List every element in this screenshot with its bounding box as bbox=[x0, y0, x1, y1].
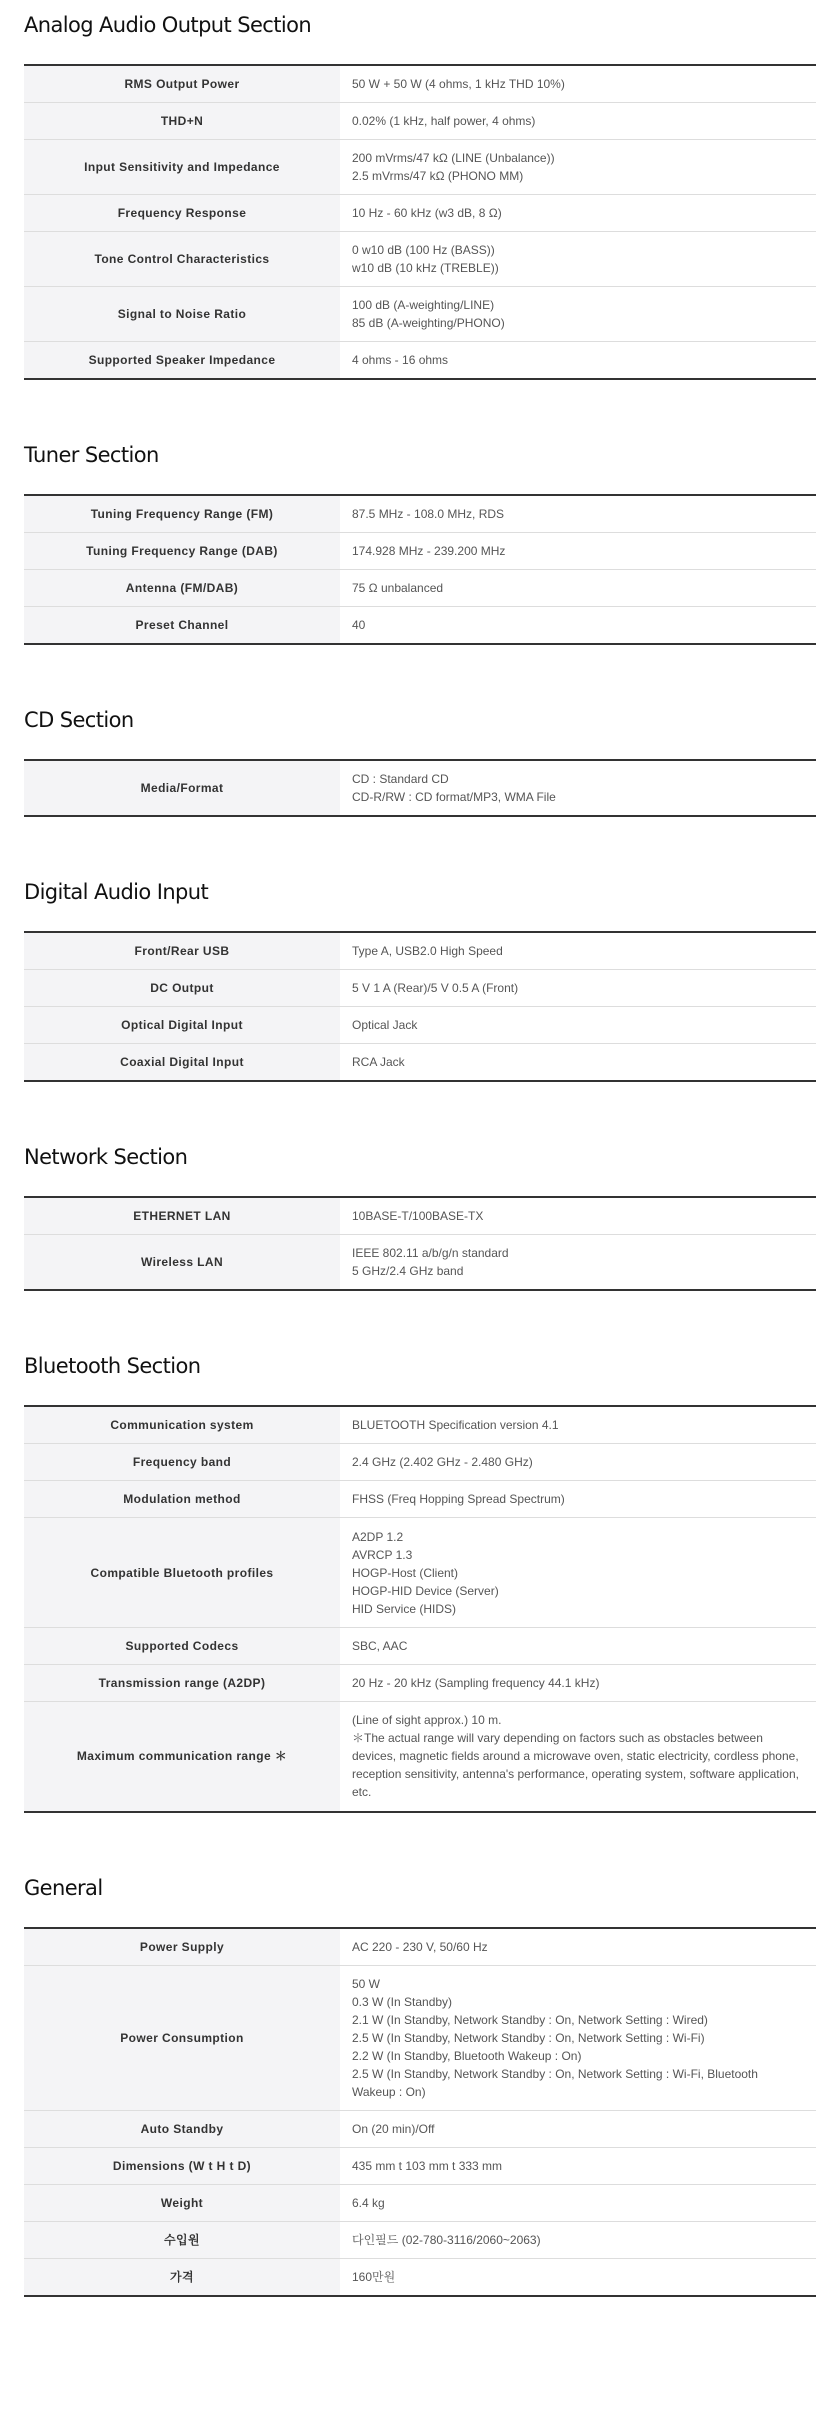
section-digital-audio-input bbox=[24, 879, 815, 1082]
table-row bbox=[24, 1928, 816, 1966]
table-row bbox=[24, 1235, 816, 1291]
table-row bbox=[24, 232, 816, 287]
row-label: DC Output bbox=[24, 970, 340, 1007]
row-label: Input Sensitivity and Impedance bbox=[24, 140, 340, 195]
row-value: 50 W 0.3 W (In Standby) 2.1 W (In Standby, Network Standby : On, Network Setting : Wired) 2.5 W (In Standby, Network Standby : On, Network Setting : Wi-Fi) 2.2 W (In Standby, Bluetooth Wakeup : On) 2.5 W (In Standby, Network Standby : On, Network Setting : Wi-Fi, Bluetooth Wakeup : On) bbox=[340, 1965, 816, 2110]
table-row bbox=[24, 570, 816, 607]
table-row bbox=[24, 2258, 816, 2296]
row-value: On (20 min)/Off bbox=[340, 2110, 816, 2147]
table-row bbox=[24, 1197, 816, 1235]
row-value: 87.5 MHz - 108.0 MHz, RDS bbox=[340, 495, 816, 533]
table-row bbox=[24, 1965, 816, 2110]
section-title: Digital Audio Input bbox=[24, 880, 209, 904]
row-label: ETHERNET LAN bbox=[24, 1197, 340, 1235]
table-row bbox=[24, 287, 816, 342]
table-row bbox=[24, 1044, 816, 1082]
row-value: 174.928 MHz - 239.200 MHz bbox=[340, 533, 816, 570]
row-label: Frequency band bbox=[24, 1444, 340, 1481]
row-value: 4 ohms - 16 ohms bbox=[352, 353, 449, 367]
table-row bbox=[24, 195, 816, 232]
row-value: AC 220 - 230 V, 50/60 Hz bbox=[340, 1928, 816, 1966]
row-value: 10 Hz - 60 kHz (w3 dB, 8 Ω) bbox=[340, 195, 816, 232]
section-general bbox=[24, 1875, 815, 2297]
row-label: Optical Digital Input bbox=[24, 1007, 340, 1044]
table-row bbox=[24, 1665, 816, 1702]
table-row bbox=[24, 1628, 816, 1665]
table-row bbox=[24, 1444, 816, 1481]
section-network bbox=[24, 1144, 815, 1291]
row-label: Media/Format bbox=[24, 760, 340, 816]
row-label: Auto Standby bbox=[24, 2110, 340, 2147]
table-row bbox=[24, 607, 816, 645]
row-label: Power Consumption bbox=[24, 1965, 340, 2110]
row-label: Compatible Bluetooth profiles bbox=[24, 1518, 340, 1628]
row-label: Power Supply bbox=[24, 1928, 340, 1966]
section-tuner bbox=[24, 442, 815, 645]
section-bluetooth bbox=[24, 1353, 815, 1813]
row-label: Antenna (FM/DAB) bbox=[24, 570, 340, 607]
row-value: SBC, AAC bbox=[340, 1628, 816, 1665]
spec-table bbox=[24, 1196, 816, 1291]
row-label: Tuning Frequency Range (FM) bbox=[24, 495, 340, 533]
section-title: General bbox=[24, 1875, 103, 1900]
row-value: 50 W + 50 W (4 ohms, 1 kHz THD 10%) bbox=[340, 65, 816, 103]
table-row bbox=[24, 495, 816, 533]
table-row bbox=[24, 2110, 816, 2147]
section-title: Network Section bbox=[24, 1145, 188, 1169]
section-cd bbox=[24, 707, 815, 817]
table-row bbox=[24, 2184, 816, 2221]
row-value: BLUETOOTH Specification version 4.1 bbox=[340, 1406, 816, 1444]
spec-table bbox=[24, 759, 816, 817]
row-value: 0.02% (1 kHz, half power, 4 ohms) bbox=[340, 103, 816, 140]
row-value: Type A, USB2.0 High Speed bbox=[340, 932, 816, 970]
section-title: Analog Audio Output Section bbox=[24, 13, 312, 37]
section-title: CD Section bbox=[24, 708, 134, 732]
row-label: Communication system bbox=[24, 1406, 340, 1444]
table-row bbox=[24, 2221, 816, 2258]
row-value: 75 Ω unbalanced bbox=[340, 570, 816, 607]
row-label: Frequency Response bbox=[24, 195, 340, 232]
row-value: 160만원 bbox=[352, 2269, 396, 2284]
row-value: A2DP 1.2 AVRCP 1.3 HOGP-Host (Client) HOGP-HID Device (Server) HID Service (HIDS) bbox=[340, 1518, 816, 1628]
row-value: 다인필드 (02-780-3116/2060~2063) bbox=[340, 2221, 816, 2258]
table-row bbox=[24, 1481, 816, 1518]
row-label: RMS Output Power bbox=[24, 65, 340, 103]
row-label: Transmission range (A2DP) bbox=[24, 1665, 340, 1702]
table-row bbox=[24, 65, 816, 103]
row-label: Modulation method bbox=[24, 1481, 340, 1518]
row-value: 10BASE-T/100BASE-TX bbox=[340, 1197, 816, 1235]
row-label: 수입원 bbox=[24, 2221, 340, 2258]
row-label: Coaxial Digital Input bbox=[24, 1044, 340, 1082]
row-value: 100 dB (A-weighting/LINE) 85 dB (A-weighting/PHONO) bbox=[340, 287, 816, 342]
row-value: FHSS (Freq Hopping Spread Spectrum) bbox=[340, 1481, 816, 1518]
row-label: Tone Control Characteristics bbox=[24, 232, 340, 287]
row-value: 200 mVrms/47 kΩ (LINE (Unbalance)) 2.5 mVrms/47 kΩ (PHONO MM) bbox=[340, 140, 816, 195]
row-label: Weight bbox=[24, 2184, 340, 2221]
row-value: (Line of sight approx.) 10 m. ＊The actual range will vary depending on factors such as obstacles between devices, magnetic fields around a microwave oven, static electricity, cordless phone, reception sensitivity, antenna's performance, operating system, software application, etc. bbox=[352, 1713, 799, 1800]
row-label: Preset Channel bbox=[24, 607, 340, 645]
table-row bbox=[24, 140, 816, 195]
row-label: Wireless LAN bbox=[24, 1235, 340, 1291]
table-row bbox=[24, 760, 816, 816]
row-label: Front/Rear USB bbox=[24, 932, 340, 970]
row-label: Tuning Frequency Range (DAB) bbox=[24, 533, 340, 570]
row-value: CD : Standard CD CD-R/RW : CD format/MP3, WMA File bbox=[352, 772, 556, 804]
row-value: Optical Jack bbox=[340, 1007, 816, 1044]
row-value: IEEE 802.11 a/b/g/n standard 5 GHz/2.4 GHz band bbox=[352, 1246, 509, 1278]
table-row bbox=[24, 1518, 816, 1628]
row-value: 2.4 GHz (2.402 GHz - 2.480 GHz) bbox=[340, 1444, 816, 1481]
spec-table bbox=[24, 931, 816, 1082]
table-row bbox=[24, 1406, 816, 1444]
row-label: Maximum communication range ＊ bbox=[24, 1702, 340, 1812]
table-row bbox=[24, 342, 816, 380]
spec-table bbox=[24, 1405, 816, 1813]
table-row bbox=[24, 932, 816, 970]
row-value: 0 w10 dB (100 Hz (BASS)) w10 dB (10 kHz (TREBLE)) bbox=[340, 232, 816, 287]
row-value: 5 V 1 A (Rear)/5 V 0.5 A (Front) bbox=[340, 970, 816, 1007]
row-label: THD+N bbox=[24, 103, 340, 140]
row-label: Supported Codecs bbox=[24, 1628, 340, 1665]
table-row bbox=[24, 1702, 816, 1812]
table-row bbox=[24, 103, 816, 140]
row-value: 6.4 kg bbox=[340, 2184, 816, 2221]
spec-table bbox=[24, 1927, 816, 2297]
table-row bbox=[24, 533, 816, 570]
table-row bbox=[24, 970, 816, 1007]
spec-table bbox=[24, 64, 816, 380]
section-analog-audio-output bbox=[24, 12, 815, 380]
row-value: 435 mm t 103 mm t 333 mm bbox=[340, 2147, 816, 2184]
section-title: Tuner Section bbox=[24, 443, 159, 467]
row-label: Dimensions (W t H t D) bbox=[24, 2147, 340, 2184]
row-value: 20 Hz - 20 kHz (Sampling frequency 44.1 kHz) bbox=[340, 1665, 816, 1702]
row-label: Supported Speaker Impedance bbox=[24, 342, 340, 380]
spec-table bbox=[24, 494, 816, 645]
row-label: Signal to Noise Ratio bbox=[24, 287, 340, 342]
row-label: 가격 bbox=[24, 2258, 340, 2296]
section-title: Bluetooth Section bbox=[24, 1354, 201, 1378]
table-row bbox=[24, 2147, 816, 2184]
table-row bbox=[24, 1007, 816, 1044]
row-value: RCA Jack bbox=[352, 1055, 405, 1069]
row-value: 40 bbox=[352, 618, 366, 632]
